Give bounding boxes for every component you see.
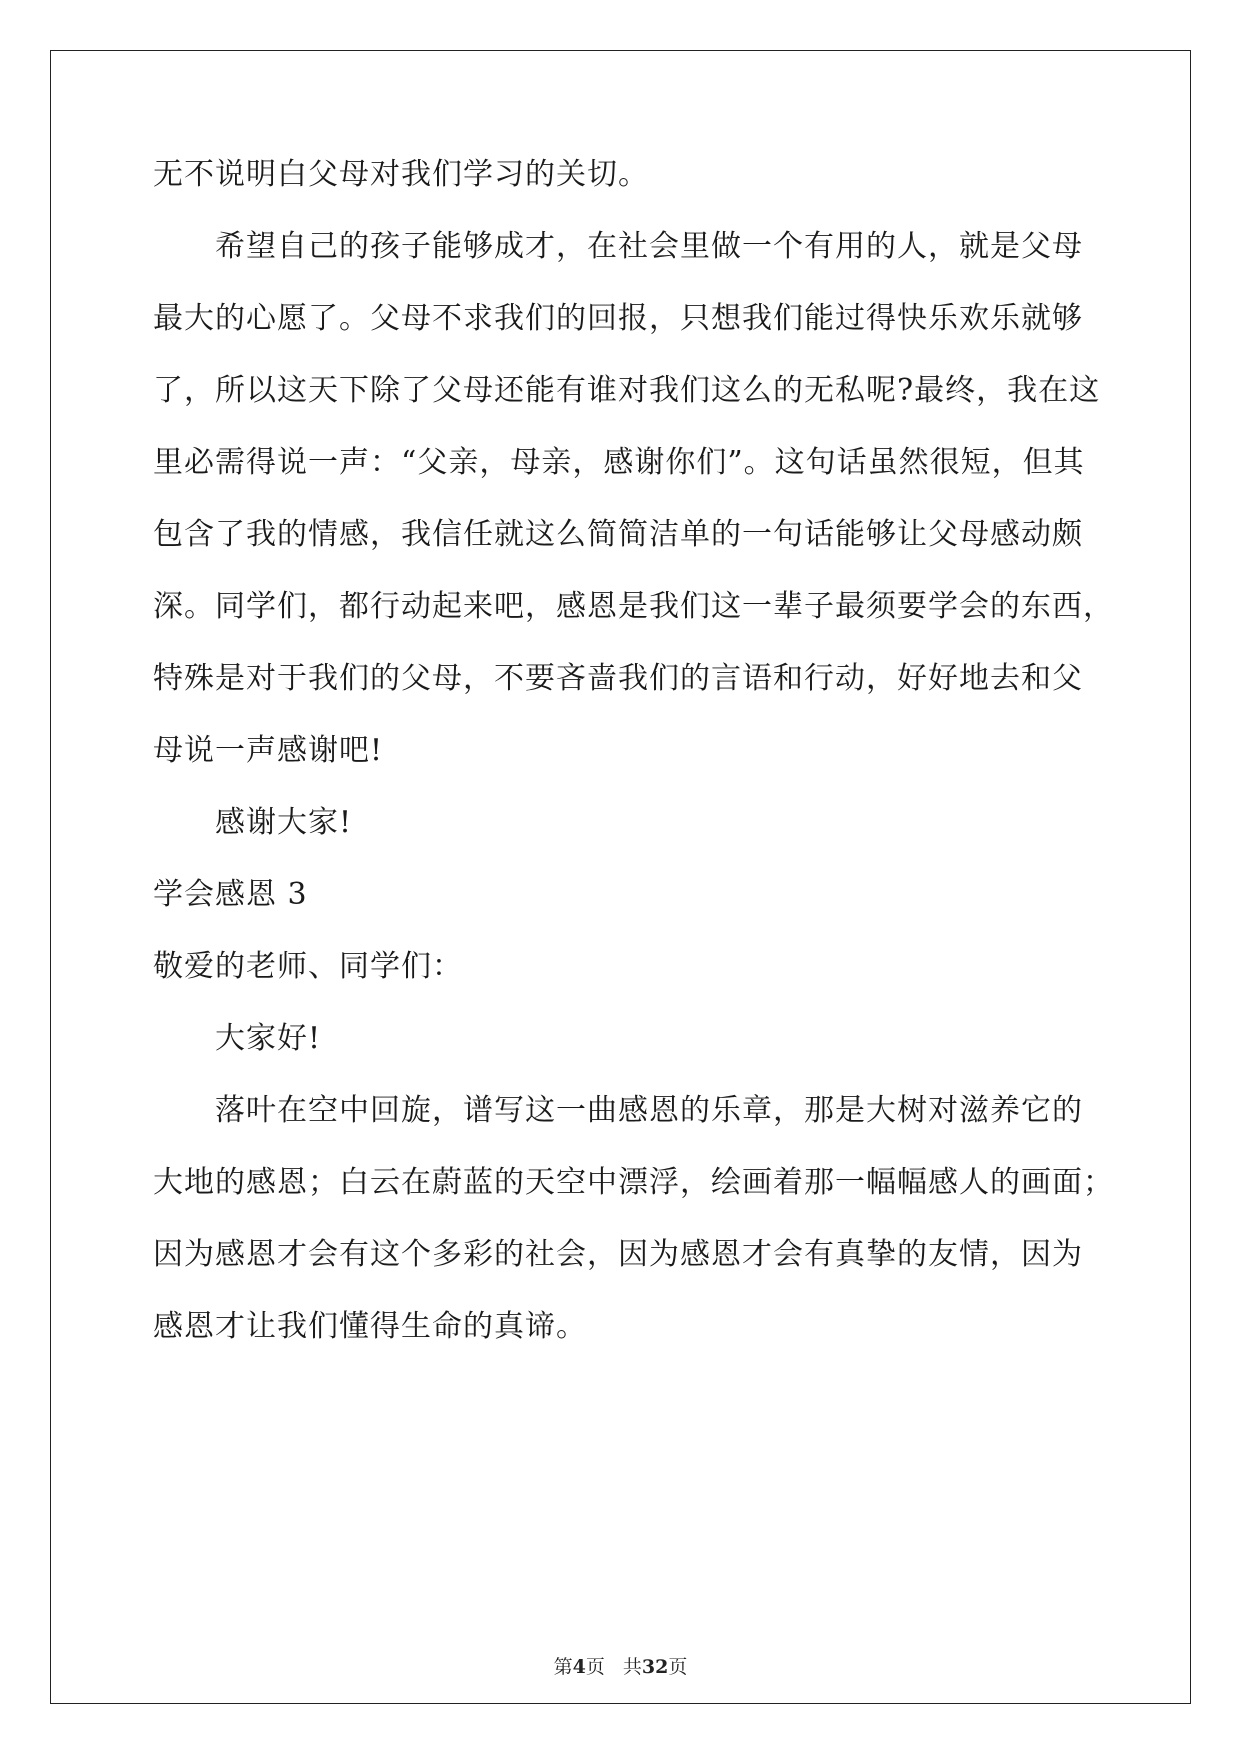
closing-line: 感谢大家! bbox=[215, 805, 353, 840]
section-title: 学会感恩 3 bbox=[153, 877, 308, 912]
text-line: 无不说明白父母对我们学习的关切。 bbox=[153, 157, 649, 192]
text-line: 深。同学们，都行动起来吧，感恩是我们这一辈子最须要学会的东西， bbox=[153, 589, 1114, 624]
text-line: 包含了我的情感，我信任就这么简简洁单的一句话能够让父母感动颇 bbox=[153, 517, 1083, 552]
salutation: 敬爱的老师、同学们： bbox=[153, 949, 463, 984]
paragraph-start-line: 希望自己的孩子能够成才，在社会里做一个有用的人，就是父母 bbox=[215, 229, 1083, 264]
total-prefix: 共 bbox=[622, 1656, 642, 1678]
text-line: 最大的心愿了。父母不求我们的回报，只想我们能过得快乐欢乐就够 bbox=[153, 301, 1083, 336]
page-suffix: 页 bbox=[585, 1656, 605, 1678]
text-line: 里必需得说一声：“父亲，母亲，感谢你们”。这句话虽然很短，但其 bbox=[153, 445, 1085, 480]
text-line: 感恩才让我们懂得生命的真谛。 bbox=[153, 1309, 587, 1344]
paragraph-start-line: 落叶在空中回旋，谱写这一曲感恩的乐章，那是大树对滋养它的 bbox=[215, 1093, 1083, 1128]
text-line: 母说一声感谢吧! bbox=[153, 733, 384, 768]
text-line: 特殊是对于我们的父母，不要吝啬我们的言语和行动，好好地去和父 bbox=[153, 661, 1083, 696]
text-line: 大地的感恩；白云在蔚蓝的天空中漂浮，绘画着那一幅幅感人的画面； bbox=[153, 1165, 1114, 1200]
page-prefix: 第 bbox=[553, 1656, 573, 1678]
text-line: 因为感恩才会有这个多彩的社会，因为感恩才会有真挚的友情，因为 bbox=[153, 1237, 1083, 1272]
total-suffix: 页 bbox=[668, 1656, 688, 1678]
page-number: 4 bbox=[572, 1656, 586, 1678]
text-line: 了，所以这天下除了父母还能有谁对我们这么的无私呢?最终，我在这 bbox=[153, 373, 1101, 408]
page-footer bbox=[0, 1654, 1241, 1680]
greeting: 大家好! bbox=[215, 1021, 322, 1056]
total-pages: 32 bbox=[641, 1656, 669, 1678]
